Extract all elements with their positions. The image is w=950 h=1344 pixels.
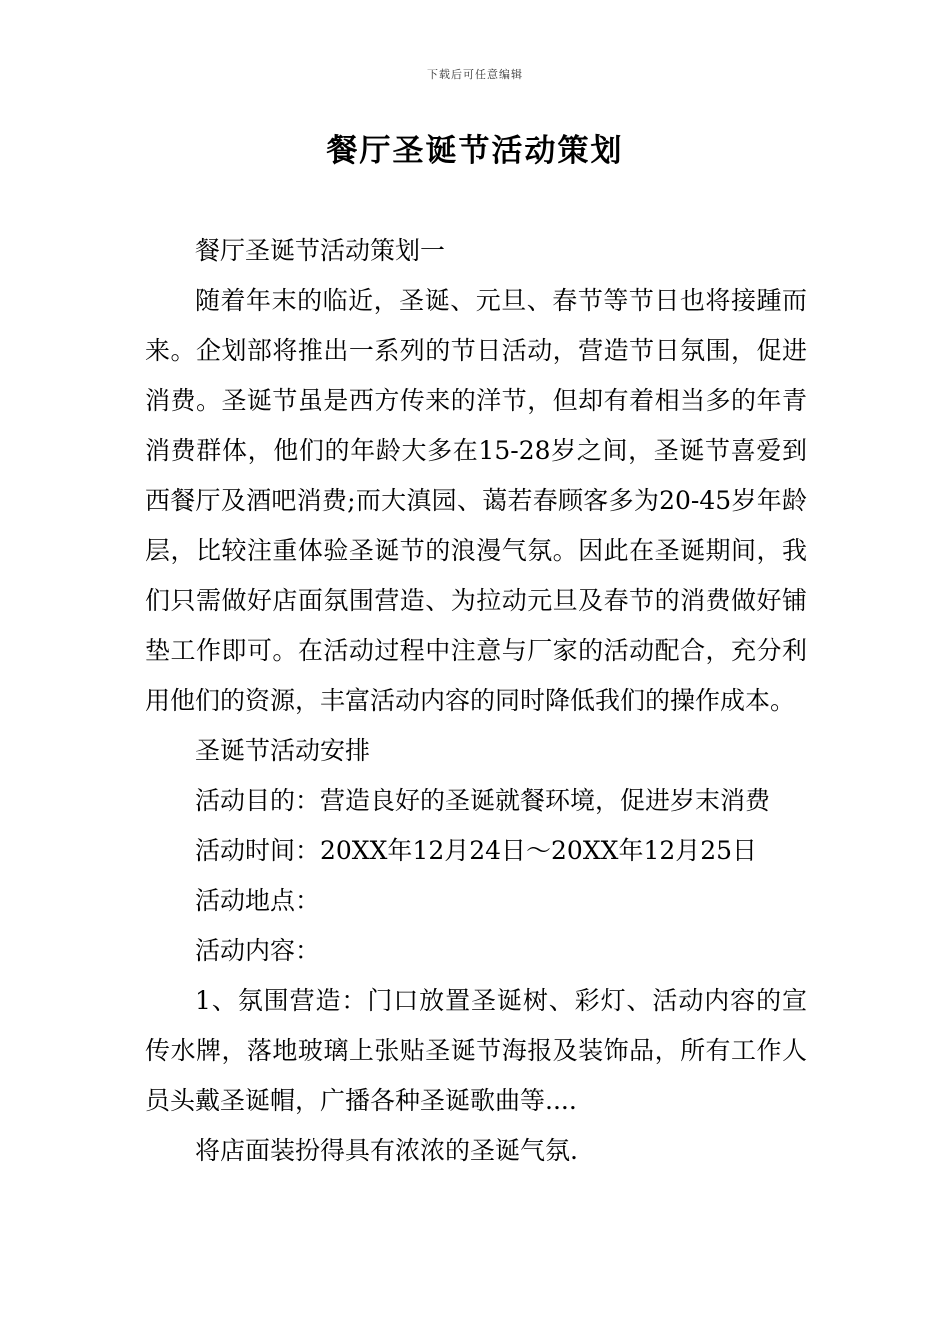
- section-heading-arrangement: 圣诞节活动安排: [195, 736, 371, 765]
- store-decoration-note: 将店面装扮得具有浓浓的圣诞气氛.: [195, 1136, 578, 1165]
- header-note: 下载后可任意编辑: [427, 68, 523, 81]
- activity-time: 活动时间：20XX年12月24日～20XX年12月25日: [195, 836, 758, 865]
- activity-purpose: 活动目的：营造良好的圣诞就餐环境，促进岁末消费: [195, 786, 771, 815]
- activity-content-heading: 活动内容：: [195, 936, 321, 965]
- section-heading-plan-one: 餐厅圣诞节活动策划一: [195, 236, 446, 265]
- intro-paragraph: 随着年末的临近，圣诞、元旦、春节等节日也将接踵而来。企划部将推出一系列的节日活动，营造节日氛围，促进消费。圣诞节虽是西方传来的洋节，但却有着相当多的年青消费群体，他们的年龄大多在15-28岁之间，圣诞节喜爱到西餐厅及酒吧消费;而大滇园、蔼若春顾客多为20-45岁年龄层，比较注重体验圣诞节的浪漫气氛。因此在圣诞期间，我们只需做好店面氛围营造、为拉动元旦及春节的消费做好铺垫工作即可。在活动过程中注意与厂家的活动配合，充分利用他们的资源，丰富活动内容的同时降低我们的操作成本。: [145, 286, 807, 715]
- document-title: 餐厅圣诞节活动策划: [326, 133, 624, 169]
- activity-location: 活动地点：: [195, 886, 321, 915]
- document-body: [145, 226, 807, 1176]
- atmosphere-item: 1、氛围营造：门口放置圣诞树、彩灯、活动内容的宣传水牌，落地玻璃上张贴圣诞节海报及装饰品，所有工作人员头戴圣诞帽，广播各种圣诞歌曲等....: [145, 986, 807, 1115]
